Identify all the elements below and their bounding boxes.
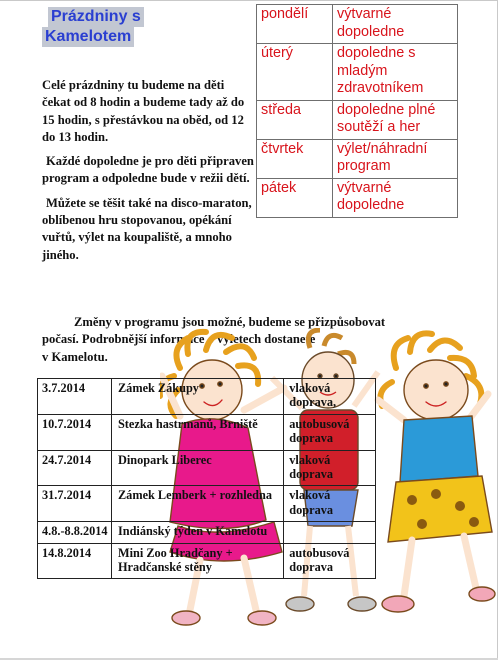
trip-date: 31.7.2014: [38, 486, 112, 522]
trip-destination: Dinopark Liberec: [111, 450, 283, 486]
week-day: pátek: [257, 178, 333, 217]
trip-transport: vlaková doprava: [284, 450, 376, 486]
trips-table: [37, 378, 376, 579]
week-activity: výlet/náhradní program: [333, 139, 458, 178]
week-day: středa: [257, 100, 333, 139]
weekly-schedule-table: [256, 4, 458, 218]
trip-date: 4.8.-8.8.2014: [38, 522, 112, 543]
week-activity: dopoledne s mladým zdravotníkem: [333, 44, 458, 101]
trip-date: 14.8.2014: [38, 543, 112, 579]
note-line-1: Změny v programu jsou možné, budeme se přizpůsobovat: [74, 315, 386, 329]
trip-destination: Zámek Lemberk + rozhledna: [111, 486, 283, 522]
week-day: pondělí: [257, 5, 333, 44]
title-line-1: Prázdniny s: [48, 7, 144, 27]
trip-row: [38, 543, 376, 579]
intro-paragraph-hours: Celé prázdniny tu budeme na děti čekat od 8 hodin a budeme tady až do 15 hodin, s přestávkou na oběd, od 12 do 13 hodin.: [42, 78, 245, 144]
girl-right-drawing: [378, 333, 495, 612]
trip-transport: autobusová doprava: [284, 543, 376, 579]
trip-transport: vlaková doprava: [284, 486, 376, 522]
trip-row: [38, 450, 376, 486]
trip-destination: Stezka hastrmanů, Brniště: [111, 414, 283, 450]
week-day: úterý: [257, 44, 333, 101]
page-title: [42, 7, 144, 47]
trip-transport: vlaková doprava,: [284, 379, 376, 415]
trip-date: 3.7.2014: [38, 379, 112, 415]
week-row: [257, 5, 458, 44]
title-line-2: Kamelotem: [42, 27, 134, 47]
week-activity: výtvarné dopoledne: [333, 178, 458, 217]
week-row: [257, 100, 458, 139]
week-row: [257, 139, 458, 178]
week-activity: výtvarné dopoledne: [333, 5, 458, 44]
trip-row: [38, 379, 376, 415]
note-line-3: v Kamelotu.: [42, 349, 108, 364]
trip-row: [38, 414, 376, 450]
trip-destination: Indiánský týden v Kamelotu: [111, 522, 283, 543]
trip-transport: [284, 522, 376, 543]
trip-row: [38, 486, 376, 522]
week-row: [257, 178, 458, 217]
trip-destination: Mini Zoo Hradčany + Hradčanské stěny: [111, 543, 283, 579]
note-line-2: počasí. Podrobnější informace o výletech dostanete: [42, 332, 316, 347]
intro-paragraph-activities: Můžete se těšit také na disco-maraton, oblíbenou hru stopovanou, opékání vuřtů, výlet na koupaliště, a mnoho jiného.: [42, 195, 252, 262]
trip-transport: autobusová doprava: [284, 414, 376, 450]
page-edge-top: [0, 0, 498, 1]
trip-date: 10.7.2014: [38, 414, 112, 450]
trip-row: [38, 522, 376, 543]
week-activity: dopoledne plné soutěží a her: [333, 100, 458, 139]
intro-text: [42, 77, 254, 271]
trip-date: 24.7.2014: [38, 450, 112, 486]
week-day: čtvrtek: [257, 139, 333, 178]
trip-destination: Zámek Zákupy: [111, 379, 283, 415]
intro-paragraph-program: Každé dopoledne je pro děti připraven program a odpoledne bude v režii dětí.: [42, 154, 254, 186]
week-row: [257, 44, 458, 101]
